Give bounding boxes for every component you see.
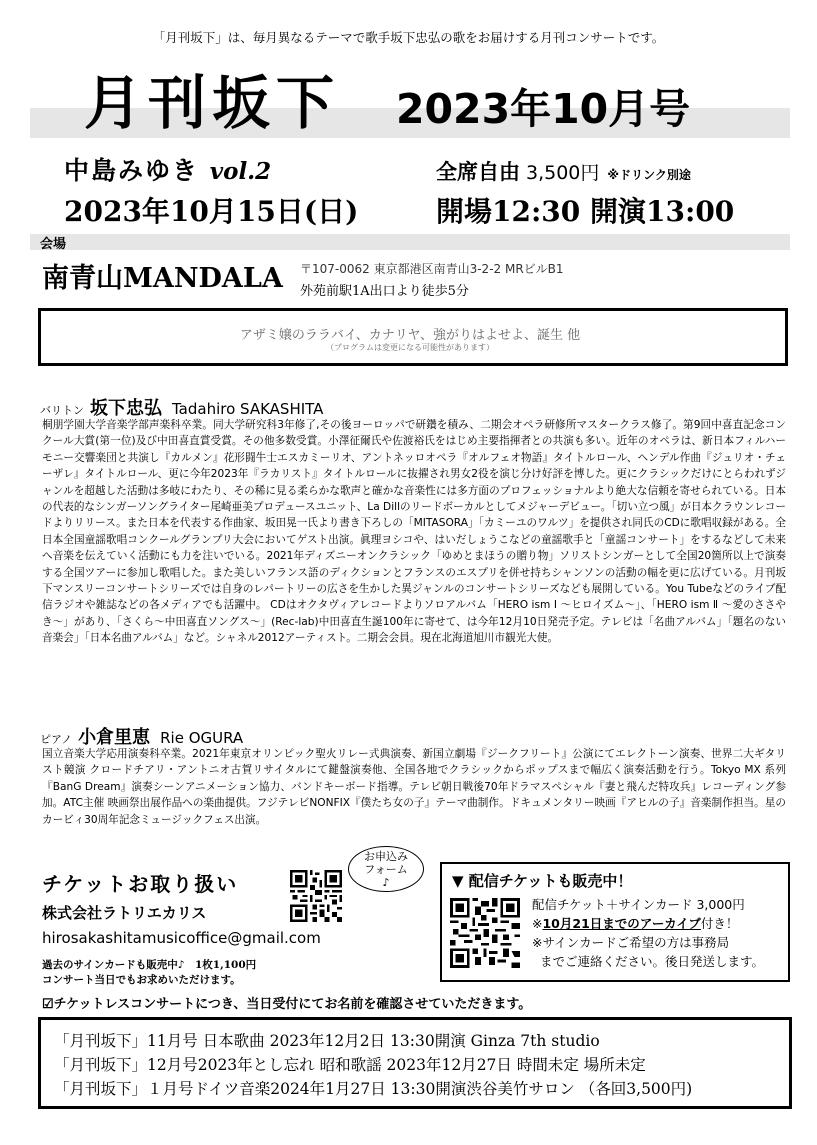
seating-info (436, 156, 691, 186)
event-times: 開場12:30 開演13:00 (436, 195, 735, 228)
artist-role: ピアノ (40, 733, 73, 746)
issue-label: 2023年10月号 (396, 85, 691, 133)
venue-band (30, 234, 790, 250)
event-date: 2023年10月15日(日) (64, 195, 359, 228)
upcoming-january: 「月刊坂下」１月号ドイツ音楽2024年1月27日 13:30開演渋谷美竹サロン （各回3,500円) (54, 1080, 693, 1098)
program-songs: アザミ嬢のララバイ、カナリヤ、強がりはよせよ、誕生 他 (239, 328, 581, 343)
stream-ticket-qr-icon[interactable] (450, 898, 520, 968)
ticket-email[interactable]: hirosakashitamusicoffice@gmail.com (42, 929, 321, 947)
program-note: （プログラムは変更になる可能性があります） (326, 343, 494, 352)
stream-archive-note (532, 914, 738, 932)
archive-deadline: 10月21日までのアーカイブ (542, 916, 701, 931)
theme-volume: vol.2 (209, 158, 272, 185)
archive-prefix: ※ (532, 916, 543, 931)
ticketless-note: ☑チケットレスコンサートにつき、当日受付にてお名前を確認させていただきます。 (42, 997, 532, 1012)
theme-artist: 中島みゆき (64, 156, 200, 185)
past-signcard-note (42, 958, 256, 988)
artist-name-jp: 小倉里恵 (78, 727, 151, 748)
venue-address: 〒107-0062 東京都港区南青山3-2-2 MRビルB1 (300, 262, 564, 276)
page-title: 月刊坂下 (84, 69, 341, 137)
artist-bio-baritone: 桐朋学園大学音楽学部声楽科卒業。同大学研究科3年修了,その後ヨーロッパで研鑽を積み、二期会オペラ研修所マスタークラス修了。第9回中喜直記念コンクール大賞(第一位)及び中田喜直賞受賞。その他多数受賞。小澤征爾氏や佐渡裕氏をはじめ主要指揮者との共演も多い。近年のオペラは、新日本フィルハーモニー交響楽団と共演し『カルメン』花形闘牛士エスカミーリオ、アントネッロオペラ『オルフェオ物語』タイトルロール、ヘンデル作曲『ジュリオ・チェーザレ』タイトルロール、更に今年2023年『ラカリスト』タイトルロールに抜擢され男女2役を演じ分け好評を博した。更にクラシックだけにとらわれずジャンルを超越した活動は多岐にわたり、その稀に見る柔らかな歌声と確かな音楽性には多方面のプロフェッショナルより絶大な信頼を寄せられている。日本の代表的なシンガーソングライター尾崎亜美プロデュースユニット、La Dillのリードボーカルとしてメジャーデビュー。「切い立つ風」が日本クラウンレコードよりリリース。また日本を代表する作曲家、坂田晃一氏より書き下ろしの「MITASORA」「カミーユのワルツ」を提供され同氏のCDに歌唱収録がある。全日本全国童謡歌唱コンクールグランプリ大会においてゲスト出演。眞理ヨシコや、はいだしょうこなどの童謡歌手と「童謡コンサート」をするなどして未来へ音楽を伝えていく活動にも力を注いでいる。2021年ディズニーオンクラシック「ゆめとまほうの贈り物」ソリストシンガーとして全国20箇所以上で演奏する全国ツアーに参加し歌唱した。また美しいフランス語のディクションとフランスのエスプリを併せ持ちシャンソンの活動の幅を更に広げている。月刊坂下マンスリーコンサートシリーズでは自身のレパートリーの広さを生かした異ジャンルのコンサートシリーズなども展開している。You Tubeなどのライブ配信ラジオや雑誌などの各メディアでも活躍中。 CDはオクタヴィアレコードよりソロアルバム「HERO ism Ⅰ ～ヒロイズム～」、「HERO ism Ⅱ ～愛のささやき～」があり、「さくら～中田喜直ソングス～」(Rec-lab)中田喜直生誕100年に寄せて、は今年12月10日発売予定。テレビは「名曲アルバム」「題名のない音楽会」「日本名曲アルバム」など。シャネル2012アーティスト。二期会会員。現在北海道旭川市観光大使。 (42, 419, 786, 645)
upcoming-november: 「月刊坂下」11月号 日本歌曲 2023年12月2日 13:30開演 Ginza 7th studio (54, 1032, 600, 1050)
application-form-qr-icon[interactable] (290, 870, 342, 922)
drink-note: ※ドリンク別途 (607, 168, 691, 182)
bubble-line: フォーム (364, 863, 408, 876)
stream-title: ▼ 配信チケットも販売中！ (452, 872, 633, 890)
artist-name-en: Tadahiro SAKASHITA (172, 400, 324, 418)
archive-suffix: 付き！ (700, 916, 739, 931)
artist-bio-piano: 国立音楽大学応用演奏科卒業。2021年東京オリンピック聖火リレー式典演奏、新国立劇場『ジークフリート』公演にてエレクトーン演奏、世界二大ギタリスト競演 クロードチアリ・アントニオ古賀リサイタルにて鍵盤演奏他、全国各地でクラシックからポップスまで幅広く演奏活動を行う。Tokyo MX 系列『BanG Dream』演奏シーンアニメーション協力、バンドキーボード指導。テレビ朝日戦後70年ドラマスペシャル『妻と飛んだ特攻兵』レコーディング参加。ATC主催 映画祭出展作品への楽曲提供。フジテレビNONFIX『僕たち女の子』テーマ曲制作。ドキュメンタリー映画『アヒルの子』音楽制作担当。星のカービィ30周年記念ミュージックフェス出演。 (42, 748, 786, 826)
stream-price: 配信チケット＋サインカード 3,000円 (532, 897, 745, 912)
venue-label: 会場 (40, 237, 67, 252)
bubble-line: お申込み (364, 850, 408, 863)
concert-theme (64, 151, 271, 187)
venue-name: 南青山MANDALA (42, 263, 283, 294)
tagline: 「月刊坂下」は、毎月異なるテーマで歌手坂下忠弘の歌をお届けする月刊コンサートです。 (152, 30, 665, 45)
stream-signcard-note: ※サインカードご希望の方は事務局 (532, 935, 730, 950)
application-form-bubble[interactable] (348, 846, 424, 892)
ticket-price: 3,500円 (526, 162, 600, 184)
seating-type: 全席自由 (436, 160, 520, 184)
past-note-line: 過去のサインカードも販売中♪ 1枚1,100円 (42, 959, 257, 971)
ticket-title: チケットお取り扱い (42, 872, 239, 896)
artist-name-jp: 坂下忠弘 (90, 398, 162, 419)
ticket-company: 株式会社ラトリエカリス (42, 904, 207, 922)
artist-role: バリトン (40, 404, 84, 417)
bubble-line: ♪ (382, 876, 390, 889)
past-note-line: コンサート当日でもお求めいただけます。 (42, 974, 241, 986)
stream-signcard-note-2: までご連絡ください。後日発送します。 (540, 954, 765, 969)
venue-access: 外苑前駅1A出口より徒歩5分 (300, 284, 469, 299)
artist-name-en: Rie OGURA (160, 729, 244, 747)
upcoming-december: 「月刊坂下」12月号2023年とし忘れ 昭和歌謡 2023年12月27日 時間未定 場所未定 (54, 1056, 646, 1074)
